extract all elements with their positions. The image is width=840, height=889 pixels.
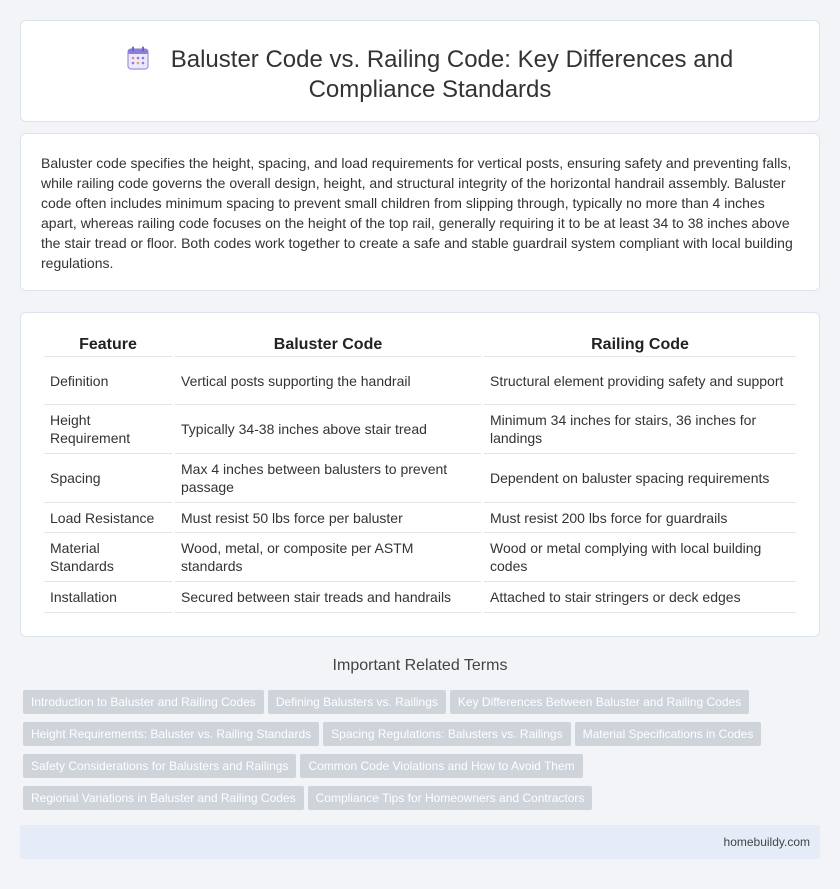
tag-row xyxy=(23,722,803,754)
header-card xyxy=(20,20,820,122)
table-cell: Wood, metal, or composite per ASTM standards xyxy=(175,533,481,582)
page-title-row xyxy=(61,45,799,105)
related-term-tag[interactable]: Key Differences Between Baluster and Railing Codes xyxy=(450,690,749,714)
related-terms-list xyxy=(23,690,803,818)
table-cell: Vertical posts supporting the handrail xyxy=(175,357,481,405)
table-cell: Wood or metal complying with local building codes xyxy=(484,533,796,582)
table-cell: Max 4 inches between balusters to prevent passage xyxy=(175,454,481,503)
table-cell: Must resist 200 lbs force for guardrails xyxy=(484,503,796,533)
intro-card xyxy=(20,133,820,291)
table-row xyxy=(44,357,796,405)
related-term-tag[interactable]: Introduction to Baluster and Railing Codes xyxy=(23,690,264,714)
related-term-tag[interactable]: Compliance Tips for Homeowners and Contractors xyxy=(308,786,593,810)
table-row xyxy=(44,405,796,454)
table-row xyxy=(44,503,796,533)
tag-row xyxy=(23,786,803,818)
table-cell: Material Standards xyxy=(44,533,172,582)
comparison-table-card xyxy=(20,312,820,637)
calendar-grid-icon xyxy=(127,46,149,70)
table-cell: Load Resistance xyxy=(44,503,172,533)
table-cell: Dependent on baluster spacing requirements xyxy=(484,454,796,503)
related-terms-title: Important Related Terms xyxy=(332,657,508,674)
table-cell: Minimum 34 inches for stairs, 36 inches for landings xyxy=(484,405,796,454)
table-cell: Secured between stair treads and handrails xyxy=(175,582,481,613)
table-cell: Spacing xyxy=(44,454,172,503)
table-row xyxy=(44,533,796,582)
tag-row xyxy=(23,690,803,722)
table-cell: Installation xyxy=(44,582,172,613)
table-cell: Height Requirement xyxy=(44,405,172,454)
column-header-feature: Feature xyxy=(44,333,172,357)
footer xyxy=(20,825,820,859)
table-header-row xyxy=(44,333,796,357)
table-row xyxy=(44,454,796,503)
column-header-railing: Railing Code xyxy=(484,333,796,357)
page-title: Baluster Code vs. Railing Code: Key Differences and Compliance Standards xyxy=(170,46,734,103)
related-term-tag[interactable]: Defining Balusters vs. Railings xyxy=(268,690,446,714)
table-cell: Must resist 50 lbs force per baluster xyxy=(175,503,481,533)
intro-paragraph: Baluster code specifies the height, spacing, and load requirements for vertical posts, ensuring safety and preventing falls, while railing code governs the overall design, height, and structural integrity of the horizontal handrail assembly. Baluster code often includes minimum spacing to prevent small children from slipping through, typically no more than 4 inches apart, whereas railing code focuses on the height of the top rail, generally requiring it to be at least 34 to 38 inches above the stair tread or floor. Both codes work together to create a safe and stable guardrail system compliant with local building regulations. xyxy=(41,155,793,271)
column-header-baluster: Baluster Code xyxy=(175,333,481,357)
comparison-table xyxy=(41,333,799,613)
table-cell: Structural element providing safety and support xyxy=(484,357,796,405)
related-term-tag[interactable]: Spacing Regulations: Balusters vs. Railings xyxy=(323,722,570,746)
table-cell: Typically 34-38 inches above stair tread xyxy=(175,405,481,454)
table-cell: Attached to stair stringers or deck edges xyxy=(484,582,796,613)
tag-row xyxy=(23,754,803,786)
related-term-tag[interactable]: Safety Considerations for Balusters and Railings xyxy=(23,754,296,778)
related-term-tag[interactable]: Height Requirements: Baluster vs. Railing Standards xyxy=(23,722,319,746)
table-row xyxy=(44,582,796,613)
related-term-tag[interactable]: Material Specifications in Codes xyxy=(575,722,762,746)
related-term-tag[interactable]: Regional Variations in Baluster and Railing Codes xyxy=(23,786,304,810)
related-term-tag[interactable]: Common Code Violations and How to Avoid Them xyxy=(300,754,582,778)
footer-site-name: homebuildy.com xyxy=(723,835,810,849)
table-cell: Definition xyxy=(44,357,172,405)
